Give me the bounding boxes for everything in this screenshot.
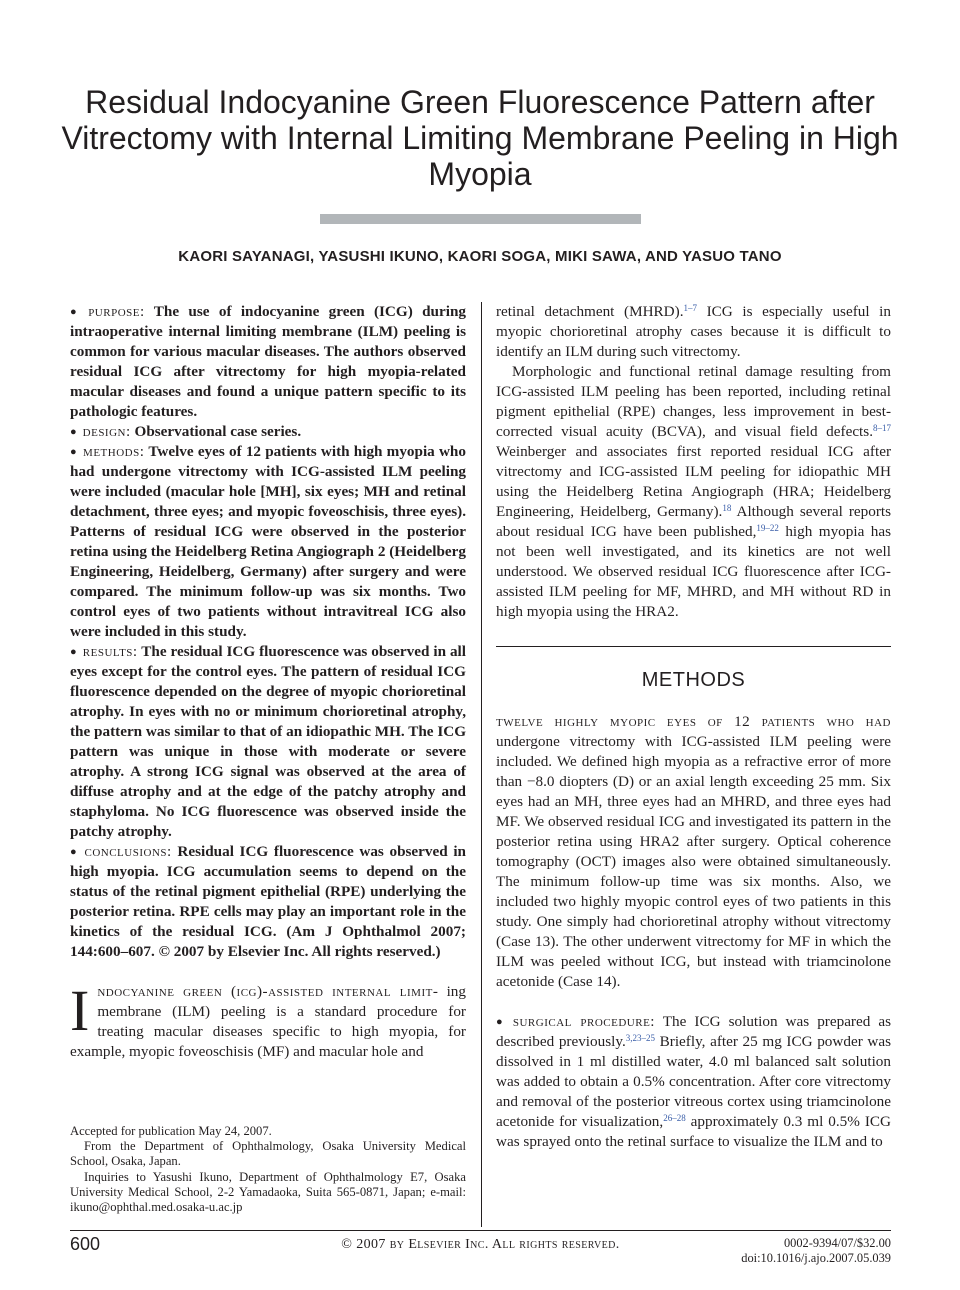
purpose-label: purpose: xyxy=(88,303,145,320)
column-divider xyxy=(481,302,482,1227)
abstract-results xyxy=(70,642,466,842)
reference-link[interactable]: 3,23–25 xyxy=(625,1033,656,1043)
text-run: approximately 0.3 ml 0.5% ICG was sprayed onto the retinal surface to visualize the ILM and to xyxy=(496,1113,891,1150)
methods-lead: twelve highly myopic eyes of 12 patients who had xyxy=(496,713,891,730)
footnote-accepted: Accepted for publication May 24, 2007. xyxy=(70,1124,272,1138)
footnote-affiliation: From the Department of Ophthalmology, Osaka University Medical School, Osaka, Japan. xyxy=(70,1139,466,1169)
reference-link[interactable]: 19–22 xyxy=(756,523,779,533)
design-label: design: xyxy=(82,423,131,440)
footnote-inquiries: Inquiries to Yasushi Ikuno, Department of Ophthalmology E7, Osaka University Medical School, 2-2 Yamadaoka, Suita 565-0871, Japan; e-mail: ikuno@ophthal.med.osaka-u.ac.jp xyxy=(70,1169,466,1215)
text-run: Although several reports about residual ICG have been published, xyxy=(496,503,892,540)
abstract xyxy=(70,302,466,962)
reference-link[interactable]: 18 xyxy=(722,503,732,513)
doi[interactable]: doi:10.1016/j.ajo.2007.05.039 xyxy=(741,1250,891,1265)
text-run: The ICG solution was prepared as described previously. xyxy=(496,1013,891,1050)
abstract-purpose xyxy=(70,302,466,422)
bullet-icon: ● xyxy=(70,646,77,658)
methods-label: methods: xyxy=(83,443,145,460)
text-run: retinal detachment (MHRD). xyxy=(496,303,684,320)
abstract-methods xyxy=(70,442,466,642)
intro-paragraph xyxy=(70,978,466,1062)
methods-paragraph xyxy=(496,712,891,992)
results-text: The residual ICG fluorescence was observed in all eyes except for the control eyes. The pattern of residual ICG fluorescence depended on the degree of myopic chorioretinal atrophy. In eyes with no or minimum chorioretinal atrophy, the pattern was similar to that of an idiopathic MH. The ICG pattern was unique in those with moderate or severe atrophy. A strong ICG signal was observed at the area of diffuse atrophy and at the edge of the patchy atrophy and staphyloma. No ICG fluorescence was observed inside the patchy atrophy. xyxy=(70,643,467,840)
reference-link[interactable]: 1–7 xyxy=(683,303,697,313)
introduction xyxy=(70,978,466,1062)
abstract-citation: (Am J Ophthalmol 2007; 144:600–607. © 2007 by Elsevier Inc. All rights reserved.) xyxy=(70,923,466,960)
purpose-text: The use of indocyanine green (ICG) during intraoperative internal limiting membrane (ILM) peeling is common for various macular diseases. The authors observed residual ICG after vitrectomy for high myopia-related macular diseases and found a unique pattern specific to its pathologic features. xyxy=(70,303,466,420)
bullet-icon: ● xyxy=(70,846,79,858)
text-run: ICG is especially useful in myopic chorioretinal atrophy cases because it is difficult to identify an ILM during such vitrectomy. xyxy=(496,303,891,360)
abstract-conclusions xyxy=(70,842,466,962)
right-column xyxy=(496,302,891,1152)
title-divider-bar xyxy=(320,214,641,224)
page-footer xyxy=(70,1234,891,1266)
bullet-icon: ● xyxy=(70,426,77,438)
bullet-icon: ● xyxy=(70,446,78,458)
text-run: high myopia has not been well investigated, and its kinetics are not well understood. We observed residual ICG fluorescence after ICG-assisted ILM peeling for MF, MHRD, and MH without RD in high myopia using the HRA2. xyxy=(496,523,891,620)
results-label: results: xyxy=(82,643,138,660)
drop-cap: I xyxy=(70,978,90,1043)
page-number: 600 xyxy=(70,1234,101,1254)
conclusions-label: conclusions: xyxy=(84,843,172,860)
article-title: Residual Indocyanine Green Fluorescence Pattern after Vitrectomy with Internal Limiting Membrane Peeling in High Myopia xyxy=(61,84,899,192)
conclusions-text: Residual ICG fluorescence was observed in high myopia. ICG accumulation seems to depend on the status of the retinal pigment epithelial (RPE) underlying the posterior retina. RPE cells may play an important role in the kinetics of the residual ICG. xyxy=(70,843,467,940)
section-divider xyxy=(496,646,891,647)
text-run: undergone vitrectomy with ICG-assisted ILM peeling were included. We defined high myopia as a refractive error of more than −8.0 diopters (D) or an axial length exceeding 25 mm. Six eyes had an MH, three eyes had an MHRD, and three eyes had MF. We observed residual ICG and investigated its pattern in the posterior retina using HRA2 after surgery. Optical coherence tomography (OCT) images also were obtained simultaneously. The minimum follow-up time was six months. Also, we included two highly myopic control eyes of two patients in this study. One simply had chorioretinal atrophy without vitrectomy (Case 13). The other underwent vitrectomy for MF in which the ILM was peeled without ICG, but instead with triamcinolone acetonide (Case 14). xyxy=(496,733,891,990)
issn: 0002-9394/07/$32.00 xyxy=(783,1236,891,1250)
text-run: Weinberger and associates first reported residual ICG after vitrectomy and ICG-assisted ILM peeling for idiopathic MH using the Heidelberg Retina Angiograph (HRA; Heidelberg Engineering, Heidelberg, Germany). xyxy=(496,443,891,520)
design-text: Observational case series. xyxy=(134,423,302,440)
bullet-icon: ● xyxy=(70,306,83,318)
footer-rule xyxy=(70,1230,891,1231)
paragraph-gap xyxy=(496,992,891,1012)
article-identifiers xyxy=(741,1236,891,1265)
text-run: Morphologic and functional retinal damage resulting from ICG-assisted ILM peeling has been reported, including retinal pigment epithelial (RPE) changes, less improvement in best-corrected visual acuity (BCVA), and visual field defects. xyxy=(496,363,891,440)
surgical-procedure-label: surgical procedure: xyxy=(512,1013,656,1030)
abstract-design xyxy=(70,422,466,442)
methods-heading: METHODS xyxy=(641,669,746,691)
intro-paragraph-2 xyxy=(496,362,891,622)
intro-continued xyxy=(496,302,891,362)
methods-text: Twelve eyes of 12 patients with high myopia who had undergone vitrectomy with ICG-assisted ILM peeling were included (macular hole [MH], six eyes; MH and retinal detachment, three eyes; and myopic foveoschisis, three eyes). Patterns of residual ICG were observed in the posterior retina using the Heidelberg Retina Angiograph 2 (Heidelberg Engineering, Heidelberg, Germany) after surgery and were compared. The minimum follow-up was six months. Two control eyes of two patients without intravitreal ICG also were included in this study. xyxy=(70,443,466,640)
reference-link[interactable]: 26–28 xyxy=(663,1113,686,1123)
text-run: Briefly, after 25 mg ICG powder was dissolved in 1 ml distilled water, 4.0 ml balanced salt solution was added to obtain a 0.5% concentration. After core vitrectomy and removal of the posterior vitreous cortex using triamcinolone acetonide for visualization, xyxy=(496,1033,892,1130)
bullet-icon: ● xyxy=(496,1016,507,1028)
author-list: KAORI SAYANAGI, YASUSHI IKUNO, KAORI SOGA, MIKI SAWA, AND YASUO TANO xyxy=(178,248,782,265)
left-column xyxy=(70,302,466,1062)
reference-link[interactable]: 8–17 xyxy=(873,423,891,433)
intro-text: ing membrane (ILM) peeling is a standard procedure for treating macular diseases specific to high myopia, for example, myopic foveoschisis (MF) and macular hole and xyxy=(70,983,466,1060)
copyright-notice: © 2007 by Elsevier Inc. All rights reserved. xyxy=(341,1237,620,1252)
surgical-procedure-paragraph xyxy=(496,1012,891,1152)
intro-lead: ndocyanine green (icg)-assisted internal limit- xyxy=(97,983,439,1000)
footnotes xyxy=(70,1124,466,1215)
